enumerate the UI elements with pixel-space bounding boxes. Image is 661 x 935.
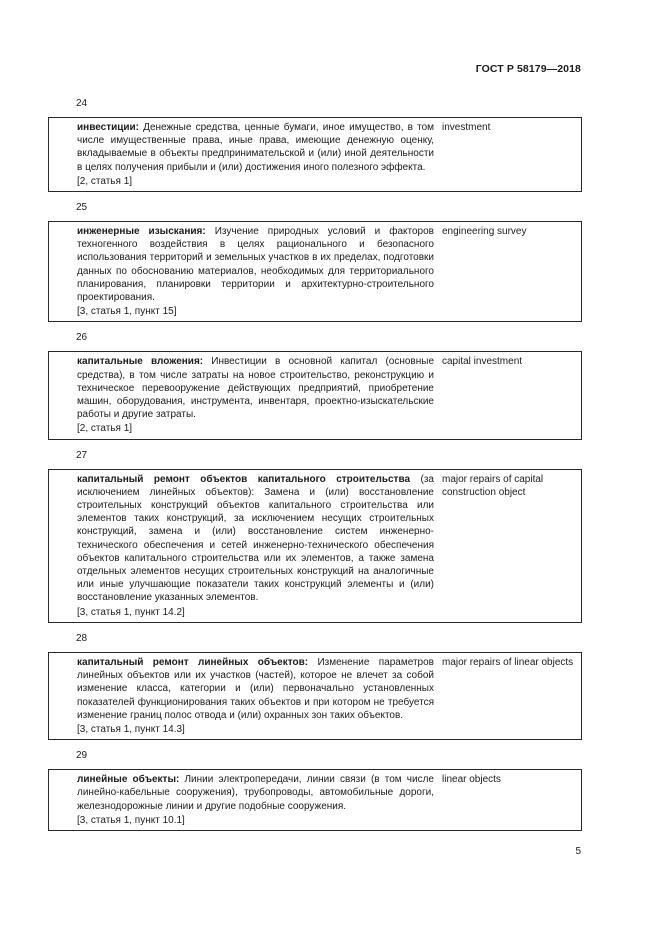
english-equivalent: linear objects	[442, 774, 501, 786]
term-box	[48, 117, 582, 192]
definition-body: Инвестиции в основной капитал (основные средства), в том числе затраты на новое строительство, реконструкцию и техническое перевооружение действующих предприятий, приобретение машин, оборудования, инструмента, инвентаря, проектно-изыскательские работы и другие затраты.	[77, 356, 434, 421]
term-box	[48, 221, 582, 322]
definition-text	[77, 121, 434, 174]
term-number: 24	[76, 98, 88, 109]
term-entry-28	[48, 633, 582, 740]
term-entry-25	[48, 202, 582, 322]
english-equivalent: investment	[442, 122, 491, 133]
definition-body: Денежные средства, ценные бумаги, иное имущество, в том числе имущественные права, иные права, имеющие денежную оценку, вкладываемые в объекты предпринимательской и (или) иной деятельности в целях получения прибыли и (или) достижения иного полезного эффекта.	[77, 122, 434, 173]
terms-list	[48, 98, 582, 841]
english-equivalent: major repairs of capital construction object	[442, 473, 544, 498]
term-number: 29	[76, 750, 88, 762]
term-entry-29	[48, 750, 582, 831]
document-standard-code: ГОСТ Р 58179—2018	[475, 63, 581, 75]
definition-body: Линии электропередачи, линии связи (в том числе линейно-кабельные сооружения), трубопроводы, автомобильные дороги, железнодорожные линии и другие подобные сооружения.	[77, 774, 434, 812]
definition-text	[77, 656, 434, 722]
term-name: линейные объекты:	[77, 774, 180, 786]
term-number: 25	[76, 202, 88, 214]
term-number: 27	[76, 449, 88, 461]
english-equivalent: engineering survey	[442, 226, 527, 238]
term-definition-cell	[49, 653, 442, 739]
definition-text	[77, 773, 434, 813]
source-reference: [3, статья 1, пункт 14.3]	[77, 723, 185, 735]
term-box	[48, 652, 582, 740]
source-reference: [3, статья 1, пункт 14.2]	[77, 606, 185, 618]
term-number: 28	[76, 632, 88, 644]
term-definition-cell	[49, 352, 442, 438]
source-reference: [3, статья 1, пункт 15]	[77, 306, 177, 318]
term-definition-cell	[49, 222, 442, 321]
definition-text	[77, 355, 434, 421]
definition-body: (за исключением линейных объектов): Замена и (или) восстановление строительных конструкций объектов капитального строительства или элементов таких конструкций, за исключением несущих строительных конструкций, замена и (или) восстановление систем инженерно-технического обеспечения и сетей инженерно-технического обеспечения объектов капитального строительства или их элементов, а также замена отдельных элементов несущих строительных конструкций на аналогичные или иные улучшающие показатели таких конструкций элементы и (или) восстановление указанных элементов.	[77, 473, 434, 604]
definition-body: Изменение параметров линейных объектов или их участков (частей), которое не влечет за собой изменение класса, категории и (или) первоначально установленных показателей функционирования таких объектов и при котором не требуется изменение границ полос отвода и (или) охранных зон таких объектов.	[77, 656, 434, 721]
source-reference: [2, статья 1]	[77, 423, 133, 435]
term-name: инвестиции:	[77, 122, 140, 133]
term-entry-26	[48, 332, 582, 439]
term-box	[48, 769, 582, 831]
term-name: капитальный ремонт объектов капитального строительства	[77, 473, 411, 485]
term-name: инженерные изыскания:	[77, 226, 206, 238]
english-equivalent: capital investment	[442, 356, 523, 368]
term-name: капитальный ремонт линейных объектов:	[77, 656, 309, 668]
definition-text	[77, 473, 434, 605]
page-number: 5	[575, 846, 581, 857]
definition-text	[77, 225, 434, 304]
term-name: капитальные вложения:	[77, 356, 204, 368]
definition-body: Изучение природных условий и факторов техногенного воздействия в целях рационального и безопасного использования территорий и земельных участков в их пределах, подготовки данных по обоснованию материалов, необходимых для территориального планирования, планировки территории и архитектурно-строительного проектирования.	[77, 226, 434, 304]
source-reference: [2, статья 1]	[77, 175, 133, 187]
term-definition-cell	[49, 770, 442, 830]
english-equivalent: major repairs of linear objects	[442, 656, 574, 668]
term-entry-27	[48, 450, 582, 623]
term-box	[48, 469, 582, 623]
term-box	[48, 351, 582, 439]
term-number: 26	[76, 332, 88, 344]
term-definition-cell	[49, 118, 442, 191]
term-definition-cell	[49, 470, 442, 622]
source-reference: [3, статья 1, пункт 10.1]	[77, 814, 185, 826]
term-entry-24	[48, 98, 582, 192]
